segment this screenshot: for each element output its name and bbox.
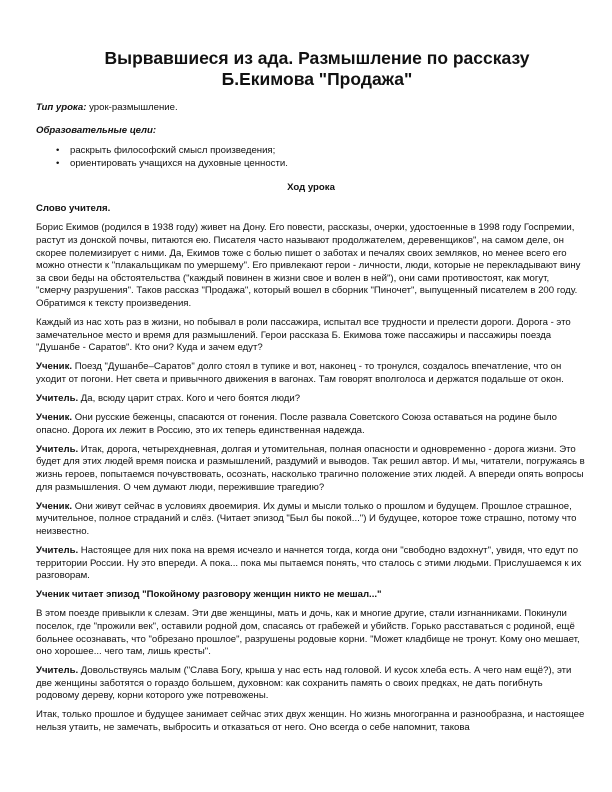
lesson-type-value: урок-размышление. <box>86 102 178 113</box>
speaker-label: Ученик. <box>36 500 73 512</box>
speaker-label: Учитель. <box>36 665 79 677</box>
goals-label: Образовательные цели: <box>36 124 157 136</box>
list-item: • ориентировать учащихся на духовные ценности. <box>56 157 288 169</box>
lesson-type-label: Тип урока: <box>36 102 87 113</box>
bullet-icon: • <box>56 144 60 156</box>
paragraph <box>36 589 586 602</box>
paragraph: Учитель. Настоящее для них пока на время исчезло и начнется тогда, когда они "свободно вздохнут", увидя, что едут по территории России. Ну это впереди. А пока... пока мы пытаемся понять, что сталось с этими людьми. Прислушаемся к их разговорам. <box>36 544 582 582</box>
paragraph: Каждый из нас хоть раз в жизни, но побывал в роли пассажира, испытал все трудности и прелести дороги. Дорога - это замечательное место и время для размышлений. Герои рассказа Б. Екимова тоже пассажиры и пассажиры поезда "Душанбе - Саратов". Кто они? Куда и зачем едут? <box>36 317 571 354</box>
document-title: Вырвавшиеся из ада. Размышление по рассказу Б.Екимова "Продажа" <box>104 48 530 89</box>
speaker-label: Учитель. <box>36 443 79 455</box>
paragraph: В этом поезде привыкли к слезам. Эти две женщины, мать и дочь, как и многие другие, стали изгнанниками. Покинули поселок, где "прожили век", оставили родной дом, спасаясь от грабежей и убийств. Горько расставаться с родиной, ещё больнее осознавать, что "обрезано прошлое", разрушены родовые корни. "Может кладбище не тронут. Кому оно мешает, оно хорошее... чего там, лишь кресты". <box>36 608 580 658</box>
section-title: Ход урока <box>287 181 335 193</box>
goals-list <box>36 144 586 170</box>
paragraph: Итак, только прошлое и будущее занимает сейчас этих двух женщин. Но жизнь многогранна и разнообразна, и настоящее нельзя утаить, не замечать, выбросить и отказаться от него. Оно всегда о себе напомнит, такова <box>36 709 585 734</box>
teacher-word: Слово учителя. <box>36 203 111 215</box>
speaker-label: Ученик. <box>36 412 73 424</box>
paragraph: Ученик. Они русские беженцы, спасаются от гонения. После развала Советского Союза оставаться на родине было опасно. Дорога их лежит в Россию, это их теперь единственная надежда. <box>36 412 557 436</box>
paragraph: Ученик. Они живут сейчас в условиях двоемирия. Их думы и мысли только о прошлом и будущем. Прошлое страшное, мучительное, полное страданий и слёз. (Читает эпизод "Был бы покой...") И будущее, которое тоже страшно, потому что неизвестно. <box>36 500 577 537</box>
speaker-label: Ученик читает эпизод "Покойному разговору женщин никто не мешал..." <box>36 589 382 601</box>
list-item: • раскрыть философский смысл произведения; <box>56 144 276 156</box>
paragraph: Ученик. Поезд "Душанбе–Саратов" долго стоял в тупике и вот, наконец - то тронулся, создалось впечатление, что он уходит от погони. Нет света и привычного движения в вагонах. Там говорят вполголоса и держатся подальше от окон. <box>36 361 564 385</box>
speaker-label: Учитель. <box>36 393 79 404</box>
paragraph: Учитель. Довольствуясь малым ("Слава Богу, крыша у нас есть над головой. И кусок хлеба есть. А чего нам ещё?), эти две женщины заботятся о гораздо большем, духовном: как сохранить память о своих предках, не дать погибнуть родовому дереву, корни которого уже потревожены. <box>36 665 572 702</box>
bullet-icon: • <box>56 157 60 169</box>
speaker-label: Учитель. <box>36 544 79 556</box>
paragraph: Борис Екимов (родился в 1938 году) живет на Дону. Его повести, рассказы, очерки, удостоенные в 1998 году Госпремии, растут из донской почвы, питаются ею. Писателя часто называют продолжателем, деревенщиков", на самом деле, он скорее полемизирует с ними. Да, Екимов тоже с болью пишет о заботах и печалях своих земляков, но менее всего его можно отнести к "плакальщикам по умершему". Его привлекают герои - личности, люди, которые не перекладывают вину за свои беды на обстоятельства ("каждый повинен в жизни свое и волен в ней"), они сами противостоят, как могут, "смерчу разрушения". Таков рассказ "Продажа", который вошел в сборник "Пиночет", выпущенный писателем в 200 году. Обратимся к тексту произведения. <box>36 222 581 309</box>
lesson-type <box>36 102 586 115</box>
paragraph: Учитель. Итак, дорога, четырехдневная, долгая и утомительная, полная опасности и одновременно - дорога жизни. Это будет для этих людей время поиска и размышлений, раздумий и выводов. Так решил автор. И мы, читатели, погружаясь в жизнь героев, попытаемся почувствовать, осознать, насколько трагично положение этих людей. А впереди опять вопросы для размышления. О чем думают люди, пережившие трагедию? <box>36 443 585 493</box>
paragraph: Учитель. Да, всюду царит страх. Кого и чего боятся люди? <box>36 393 301 404</box>
speaker-label: Ученик. <box>36 361 73 373</box>
